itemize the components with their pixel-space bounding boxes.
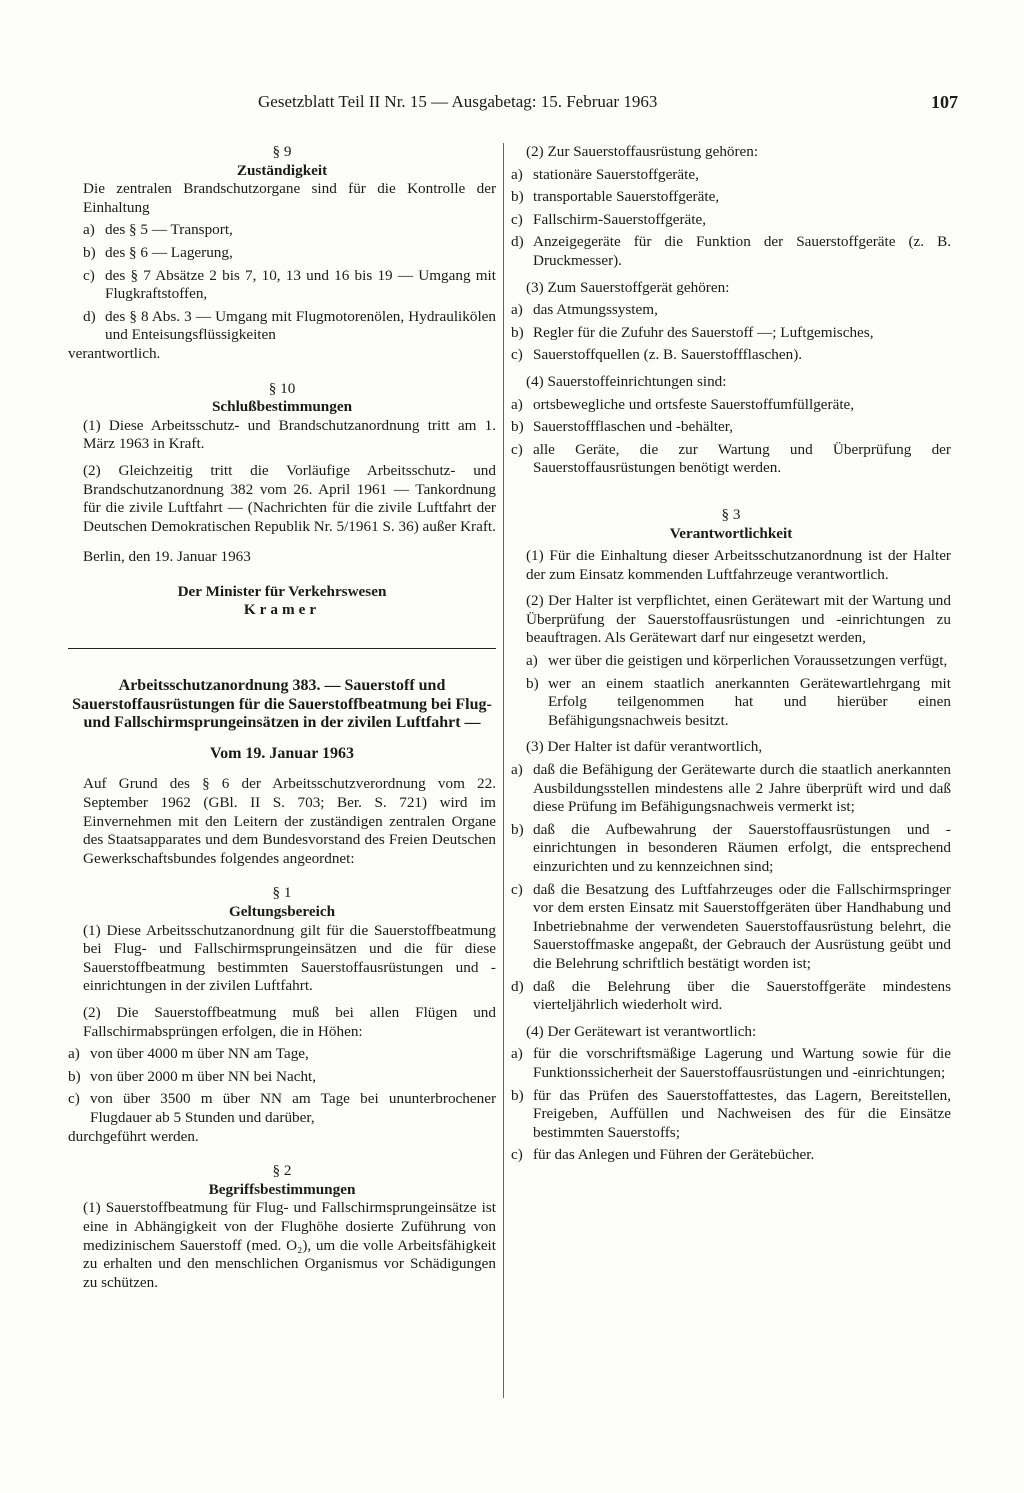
paragraph: Die zentralen Brandschutzorgane sind für die Kontrolle der Einhaltung [83, 180, 496, 216]
item-text: von über 3500 m über NN am Tage bei ununterbrochener Flugdauer ab 5 Stunden und darüber, [90, 1090, 496, 1126]
item-list [511, 166, 951, 271]
list-item [511, 188, 951, 207]
item-list [68, 221, 496, 345]
list-item [511, 418, 951, 437]
item-text: transportable Sauerstoffgeräte, [533, 188, 720, 206]
paragraph: (3) Der Halter ist dafür verantwortlich, [526, 738, 763, 756]
item-text: daß die Belehrung über die Sauerstoffgeräte mindestens vierteljährlich wiederholt wird. [533, 977, 951, 1014]
list-item [526, 652, 951, 671]
section-9 [68, 143, 496, 364]
item-label: c) [68, 1090, 80, 1108]
item-label: b) [83, 243, 96, 261]
paragraph: (2) Gleichzeitig tritt die Vorläufige Arbeitsschutz- und Brandschutzanordnung 382 vom 26. April 1961 — Tankordnung für die zivile Luftfahrt — (Nachrichten für die zivile Luftfahrt der Deutschen Demokratischen Republik Nr. 5/1961 S. 36) außer Kraft. [83, 461, 496, 535]
item-label: a) [68, 1045, 80, 1063]
paragraph: (1) Diese Arbeitsschutzanordnung gilt für die Sauerstoffbeatmung bei Flug- und Fallschirmsprungeinsätzen und die für diese Sauerstoffbeatmung bestimmten Sauerstoffausrüstungen und -einrichtungen in der zivilen Luftfahrt. [83, 921, 496, 995]
item-text: das Atmungssystem, [533, 301, 658, 319]
paragraph: durchgeführt werden. [68, 1127, 199, 1145]
item-text: stationäre Sauerstoffgeräte, [533, 165, 699, 183]
signatory-office: Der Minister für Verkehrswesen [177, 582, 387, 600]
list-item [511, 346, 951, 365]
item-label: b) [511, 418, 524, 436]
list-item [511, 821, 951, 877]
item-list [511, 301, 951, 365]
item-text: wer an einem staatlich anerkannten Gerätewartlehrgang mit Erfolg teilgenommen hat und hierüber einen Befähigungsnachweis besitzt. [548, 674, 951, 729]
item-text: daß die Aufbewahrung der Sauerstoffausrüstungen und -einrichtungen in besonderen Räumen erfolgt, die entsprechend einzurichten und zu kennzeichnen sind; [533, 820, 951, 875]
list-item [511, 301, 951, 320]
list-item [511, 233, 951, 270]
list-item [526, 675, 951, 731]
section-heading: Zuständigkeit [236, 161, 328, 179]
section-2 [68, 1162, 496, 1292]
item-label: d) [511, 233, 524, 251]
item-label: a) [511, 395, 523, 413]
paragraph: (4) Sauerstoffeinrichtungen sind: [526, 372, 727, 390]
list-item [83, 221, 496, 240]
item-label: a) [83, 221, 95, 239]
item-text: für die vorschriftsmäßige Lagerung und Wartung sowie für die Funktionssicherheit der Sauerstoffausrüstungen und -einrichtungen; [533, 1045, 951, 1081]
paragraph: (1) Für die Einhaltung dieser Arbeitsschutzanordnung ist der Halter der zum Einsatz kommenden Luftfahrzeuge verantwortlich. [526, 547, 951, 583]
preamble: Auf Grund des § 6 der Arbeitsschutzverordnung vom 22. September 1962 (GBl. II S. 703; Ber. S. 721) wird im Einvernehmen mit den Leitern der zuständigen zentralen Organe des Staatsapparates und dem Bundesvorstand des Freien Deutschen Gewerkschaftsbundes folgendes angeordnet: [83, 775, 496, 867]
list-item [511, 396, 951, 415]
list-item [68, 1068, 496, 1087]
item-label: a) [526, 652, 538, 670]
list-item [511, 211, 951, 230]
header-title: Gesetzblatt Teil II Nr. 15 — Ausgabetag: 15. Februar 1963 [258, 92, 658, 111]
item-text: Regler für die Zufuhr des Sauerstoff —; Luftgemisches, [533, 323, 874, 341]
section-heading: Verantwortlichkeit [669, 524, 793, 542]
item-label: c) [511, 880, 523, 898]
item-text: Anzeigegeräte für die Funktion der Sauerstoffgeräte (z. B. Druckmesser). [533, 233, 951, 269]
item-list [68, 1045, 496, 1127]
section-heading: Schlußbestimmungen [211, 398, 353, 416]
item-label: d) [83, 307, 96, 325]
item-text: des § 5 — Transport, [105, 221, 233, 239]
item-label: a) [511, 165, 523, 183]
paragraph: (3) Zum Sauerstoffgerät gehören: [526, 278, 730, 296]
item-label: c) [511, 1146, 523, 1164]
item-list [511, 761, 951, 1015]
item-label: d) [511, 977, 524, 995]
paragraph: (2) Zur Sauerstoffausrüstung gehören: [526, 143, 759, 160]
section-heading: Geltungsbereich [228, 903, 336, 920]
item-text: des § 6 — Lagerung, [105, 243, 233, 261]
section-1 [68, 884, 496, 1146]
list-item [511, 1146, 951, 1165]
list-item [511, 324, 951, 343]
item-text: von über 4000 m über NN am Tage, [90, 1045, 309, 1063]
item-text: für das Prüfen des Sauerstoffattestes, das Lagern, Bereitstellen, Freigeben, Auffüllen und Nachweisen des für die Einsätze bestimmten Sauerstoffs; [533, 1086, 951, 1141]
item-text: Sauerstoffquellen (z. B. Sauerstoffflaschen). [533, 346, 803, 364]
paragraph: (4) Der Gerätewart ist verantwortlich: [526, 1022, 757, 1040]
item-text: Fallschirm-Sauerstoffgeräte, [533, 210, 707, 228]
section-number: § 1 [272, 884, 292, 902]
list-item [511, 441, 951, 478]
section-3 [511, 506, 951, 1165]
left-column [68, 143, 496, 1292]
list-item [511, 881, 951, 974]
right-column [511, 143, 951, 1165]
item-label: c) [511, 346, 523, 364]
ordinance-title: Arbeitsschutzanordnung 383. — Sauerstoff und Sauerstoffausrüstungen für die Sauerstoffbeatmung bei Flug- und Fallschirmsprungeinsätzen in der zivilen Luftfahrt — [72, 677, 492, 732]
item-label: c) [511, 210, 523, 228]
section-number: § 2 [272, 1162, 292, 1180]
item-text: daß die Befähigung der Gerätewarte durch die staatlich anerkannten Ausbildungsstellen mindestens alle 2 Jahre überprüft wird und daß diese Prüfung im Befähigungsnachweis vermerkt ist; [533, 761, 951, 816]
item-list [511, 396, 951, 478]
place-date: Berlin, den 19. Januar 1963 [83, 548, 251, 566]
item-label: a) [511, 301, 523, 319]
section-number: § 9 [272, 143, 292, 160]
list-item [83, 267, 496, 304]
paragraph: (2) Die Sauerstoffbeatmung muß bei allen Flügen und Fallschirmabsprüngen erfolgen, die in Höhen: [83, 1003, 496, 1040]
list-item [68, 1090, 496, 1127]
list-item [68, 1045, 496, 1064]
page-number: 107 [931, 92, 958, 112]
section-number: § 10 [268, 379, 296, 397]
item-text: wer über die geistigen und körperlichen Voraussetzungen verfügt, [548, 652, 948, 670]
paragraph: (1) Sauerstoffbeatmung für Flug- und Fallschirmsprungeinsätze ist eine in Abhängigkeit von der Flughöhe dosierte Zuführung von medizinischem Sauerstoff (med. O₂), um die volle Arbeitsfähigkeit zu erhalten und den menschlichen Organismus vor Schädigungen zu schützen. [83, 1199, 496, 1291]
item-list [511, 652, 951, 730]
item-label: b) [526, 674, 539, 692]
item-label: a) [511, 761, 523, 779]
item-label: b) [511, 188, 524, 206]
section-10 [68, 380, 496, 537]
item-text: von über 2000 m über NN bei Nacht, [90, 1067, 317, 1085]
section-heading: Begriffsbestimmungen [208, 1180, 356, 1198]
signatory-name: Kramer [243, 601, 321, 619]
paragraph: verantwortlich. [68, 344, 161, 362]
list-item [511, 1087, 951, 1143]
item-label: b) [68, 1067, 81, 1085]
item-text: für das Anlegen und Führen der Gerätebücher. [533, 1146, 815, 1164]
column-divider [503, 143, 504, 1398]
item-text: daß die Besatzung des Luftfahrzeuges oder die Fallschirmspringer vor dem ersten Einsatz mit Sauerstoffgeräten über Handhabung und Inbetriebnahme der verwendeten Sauerstoffausrüstung belehrt, die Sauerstoffmaske angepaßt, der Gebrauch der Ausrüstung geübt und die Belehrung schriftlich bestätigt worden ist; [533, 880, 951, 972]
list-item [511, 761, 951, 817]
paragraph: (1) Diese Arbeitsschutz- und Brandschutzanordnung tritt am 1. März 1963 in Kraft. [83, 416, 496, 453]
item-label: b) [511, 1086, 524, 1104]
item-text: Sauerstoffflaschen und -behälter, [533, 418, 733, 436]
item-label: b) [511, 820, 524, 838]
list-item [511, 1045, 951, 1082]
paragraph: (2) Der Halter ist verpflichtet, einen Gerätewart mit der Wartung und Überprüfung der Sauerstoffausrüstungen und -einrichtungen zu beauftragen. Als Gerätewart darf nur eingesetzt werden, [526, 592, 951, 647]
item-list [511, 1045, 951, 1165]
section-rule [68, 648, 496, 649]
item-label: c) [83, 266, 95, 284]
section-number: § 3 [721, 505, 741, 523]
item-text: des § 8 Abs. 3 — Umgang mit Flugmotorenölen, Hydraulikölen und Enteisungsflüssigkeiten [105, 307, 496, 344]
list-item [83, 308, 496, 345]
page-header [258, 92, 958, 120]
item-text: ortsbewegliche und ortsfeste Sauerstoffumfüllgeräte, [533, 395, 855, 413]
item-text: des § 7 Absätze 2 bis 7, 10, 13 und 16 bis 19 — Umgang mit Flugkraftstoffen, [105, 266, 496, 303]
item-label: c) [511, 440, 523, 458]
list-item [511, 166, 951, 185]
item-text: alle Geräte, die zur Wartung und Überprüfung der Sauerstoffausrüstungen benötigt werden. [533, 440, 951, 477]
item-label: b) [511, 323, 524, 341]
list-item [511, 978, 951, 1015]
ordinance-date: Vom 19. Januar 1963 [209, 744, 355, 762]
list-item [83, 244, 496, 263]
item-label: a) [511, 1045, 523, 1063]
